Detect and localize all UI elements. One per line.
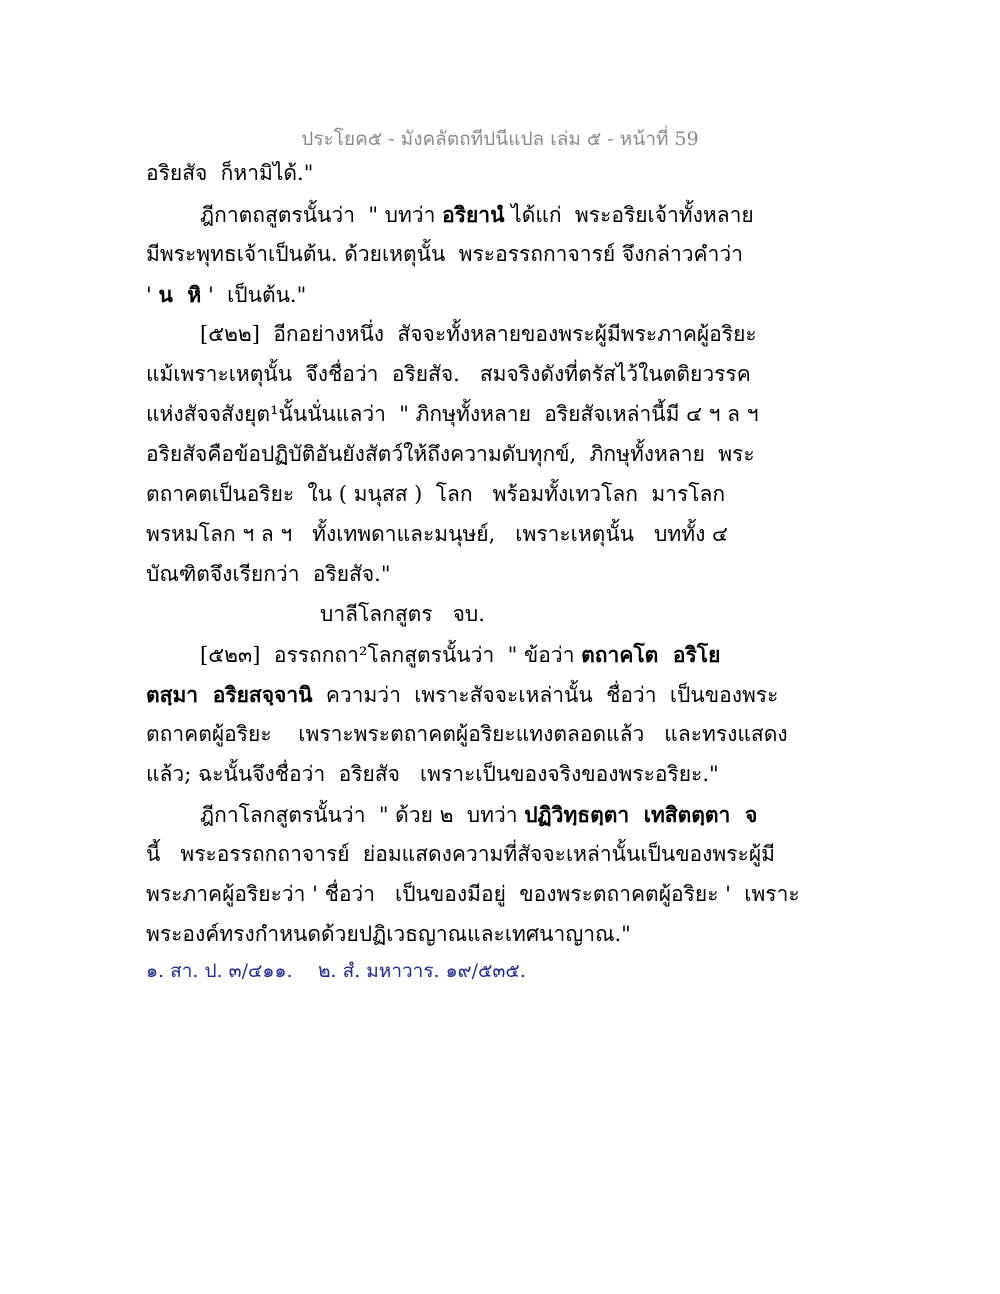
text-line-17	[200, 804, 757, 826]
text-line-10: พรหมโลก ฯ ล ฯ ทั้งเทพดาและมนุษย์, เพราะเหตุนั้น บททั้ง ๔	[146, 522, 728, 546]
text-line-7: แห่งสัจจสังยุต¹นั้นนั่นแลว่า " ภิกษุทั้งหลาย อริยสัจเหล่านี้มี ๔ ฯ ล ฯ	[146, 402, 759, 426]
text-segment: ได้แก่ พระอริยเจ้าทั้งหลาย	[504, 203, 754, 227]
pali-term-na-hi: น หิ	[158, 282, 202, 307]
text-line-16: แล้ว; ฉะนั้นจึงชื่อว่า อริยสัจ เพราะเป็นของจริงของพระอริยะ."	[146, 762, 719, 786]
text-line-5: [๕๒๒] อีกอย่างหนึ่ง สัจจะทั้งหลายของพระผู้มีพระภาคผู้อริยะ	[200, 322, 757, 346]
pali-term-tathagato-ariyo: ตถาคโต อริโย	[581, 642, 721, 667]
text-line-20: พระองค์ทรงกำหนดด้วยปฏิเวธญาณและเทศนาญาณ."	[146, 922, 631, 946]
text-line-6: แม้เพราะเหตุนั้น จึงชื่อว่า อริยสัจ. สมจริงดังที่ตรัสไว้ในตติยวรรค	[146, 362, 751, 386]
text-segment: ความว่า เพราะสัจจะเหล่านั้น ชื่อว่า เป็นของพระ	[312, 683, 779, 707]
text-line-19: พระภาคผู้อริยะว่า ' ชื่อว่า เป็นของมีอยู่ ของพระตถาคตผู้อริยะ ' เพราะ	[146, 882, 800, 906]
text-line-9: ตถาคตเป็นอริยะ ใน ( มนุสส ) โลก พร้อมทั้งเทวโลก มารโลก	[146, 482, 726, 506]
text-line-18: นี้ พระอรรถกถาจารย์ ย่อมแสดงความที่สัจจะเหล่านั้นเป็นของพระผู้มี	[146, 842, 775, 866]
pali-term-patividdhatta: ปฏิวิทฺธตฺตา เทสิตตฺตา จ	[524, 802, 758, 827]
text-line-2	[200, 204, 754, 226]
footnote-2: ๒. สํ. มหาวาร. ๑๙/๕๓๕.	[318, 960, 526, 982]
text-line-11: บัณฑิตจึงเรียกว่า อริยสัจ."	[146, 562, 391, 586]
text-line-4	[146, 284, 306, 306]
footnote-1: ๑. สา. ป. ๓/๔๑๑.	[146, 960, 293, 982]
text-line-13	[200, 644, 720, 666]
text-segment: ฎีกาตถสูตรนั้นว่า " บทว่า	[200, 203, 443, 227]
page-header: ประโยค๕ - มังคลัตถทีปนีแปล เล่ม ๕ - หน้าที่ 59	[301, 128, 699, 150]
text-segment: [๕๒๓] อรรถกถา²โลกสูตรนั้นว่า " ข้อว่า	[200, 643, 582, 667]
section-end-title: บาลีโลกสูตร จบ.	[320, 602, 485, 626]
text-segment: '	[146, 283, 159, 307]
text-line-14	[146, 684, 778, 706]
text-line-8: อริยสัจคือข้อปฏิบัติอันยังสัตว์ให้ถึงความดับทุกข์, ภิกษุทั้งหลาย พระ	[146, 442, 755, 466]
pali-term-ariyanam: อริยานํ	[442, 202, 505, 227]
text-segment: ฎีกาโลกสูตรนั้นว่า " ด้วย ๒ บทว่า	[200, 803, 525, 827]
pali-term-tasma-ariyasaccani: ตสฺมา อริยสจฺจานิ	[146, 682, 313, 707]
text-line-3: มีพระพุทธเจ้าเป็นต้น. ด้วยเหตุนั้น พระอรรถกาจารย์ จึงกล่าวคำว่า	[146, 242, 743, 266]
text-line-1: อริยสัจ ก็หามิได้."	[146, 161, 314, 185]
text-segment: ' เป็นต้น."	[201, 283, 307, 307]
text-line-15: ตถาคตผู้อริยะ เพราะพระตถาคตผู้อริยะแทงตลอดแล้ว และทรงแสดง	[146, 722, 788, 746]
